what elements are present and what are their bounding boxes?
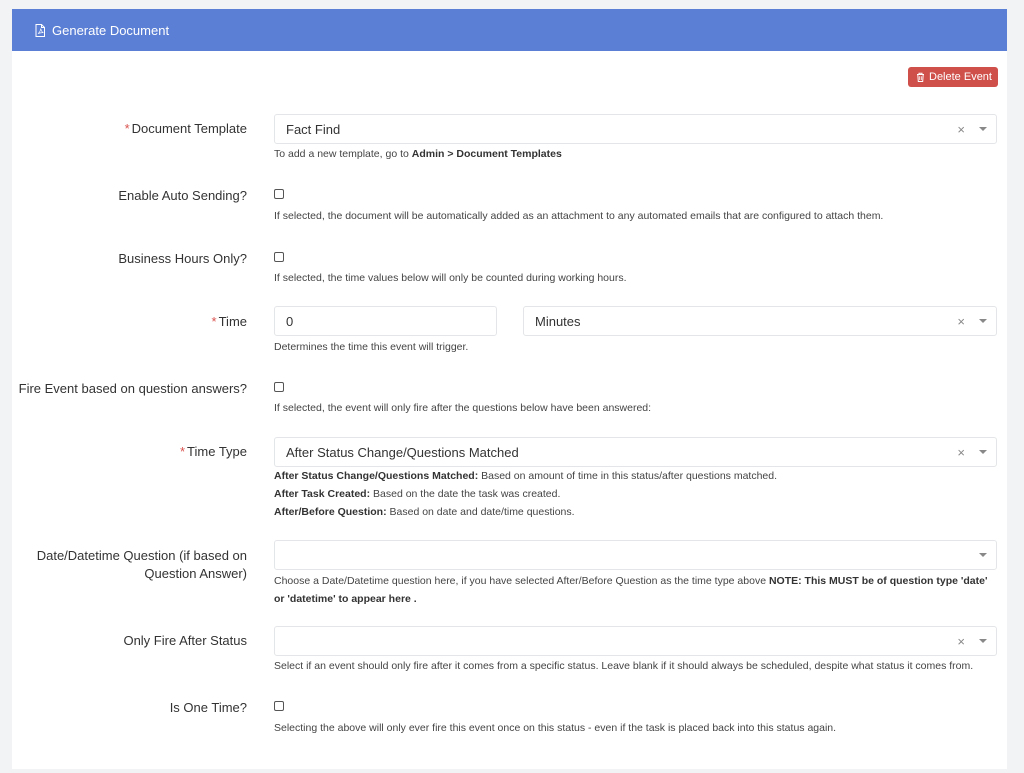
business-hours-checkbox[interactable] xyxy=(274,252,284,262)
only-fire-after-status-help: Select if an event should only fire after it comes from a specific status. Leave blank if it should always be scheduled, despite what status it comes from. xyxy=(274,660,974,672)
time-type-value: After Status Change/Questions Matched xyxy=(286,444,519,460)
time-value: 0 xyxy=(286,313,294,329)
trash-icon xyxy=(916,72,925,82)
time-type-label: * Time Type xyxy=(179,444,247,459)
time-type-help-3: After/Before Question: Based on date and date/time questions. xyxy=(274,506,575,518)
date-question-label: Date/Datetime Question (if based on Question Answer) xyxy=(36,548,247,581)
time-help: Determines the time this event will trigger. xyxy=(274,341,469,353)
time-type-help-1: After Status Change/Questions Matched: Based on amount of time in this status/after questions matched. xyxy=(274,470,778,482)
chevron-down-icon[interactable] xyxy=(979,319,987,323)
delete-event-label: Delete Event xyxy=(929,71,992,83)
pdf-file-icon xyxy=(34,24,46,37)
clear-icon[interactable]: × xyxy=(957,121,965,137)
date-question-help: Choose a Date/Datetime question here, if you have selected After/Before Question as the time type above NOTE: This MUST be of question type 'date' or 'datetime' to appear here . xyxy=(274,575,988,605)
time-unit-value: Minutes xyxy=(535,313,581,329)
date-question-select[interactable] xyxy=(274,540,997,570)
time-label: * Time xyxy=(211,314,247,329)
clear-icon[interactable]: × xyxy=(957,313,965,329)
chevron-down-icon[interactable] xyxy=(979,553,987,557)
panel-title: Generate Document xyxy=(52,22,170,38)
chevron-down-icon[interactable] xyxy=(979,639,987,643)
business-hours-help: If selected, the time values below will only be counted during working hours. xyxy=(274,272,627,284)
delete-event-button[interactable] xyxy=(908,67,998,87)
chevron-down-icon[interactable] xyxy=(979,450,987,454)
time-unit-select[interactable] xyxy=(523,306,997,336)
panel-header xyxy=(12,9,1007,51)
document-template-help: To add a new template, go to Admin > Document Templates xyxy=(274,148,562,160)
only-fire-after-status-select[interactable] xyxy=(274,626,997,656)
question-answers-label: Fire Event based on question answers? xyxy=(18,381,247,396)
document-template-value: Fact Find xyxy=(286,121,341,137)
one-time-checkbox[interactable] xyxy=(274,701,284,711)
one-time-label: Is One Time? xyxy=(169,700,247,715)
time-input[interactable] xyxy=(274,306,497,336)
question-answers-help: If selected, the event will only fire after the questions below have been answered: xyxy=(274,402,652,414)
generate-document-panel xyxy=(12,9,1007,769)
document-template-select[interactable] xyxy=(274,114,997,144)
chevron-down-icon[interactable] xyxy=(979,127,987,131)
auto-sending-help: If selected, the document will be automatically added as an attachment to any automated emails that are configured to attach them. xyxy=(274,210,884,222)
question-answers-checkbox[interactable] xyxy=(274,382,284,392)
auto-sending-checkbox[interactable] xyxy=(274,189,284,199)
business-hours-label: Business Hours Only? xyxy=(118,251,247,266)
only-fire-after-status-label: Only Fire After Status xyxy=(123,633,247,648)
one-time-help: Selecting the above will only ever fire this event once on this status - even if the task is placed back into this status again. xyxy=(274,722,837,734)
time-type-help-2: After Task Created: Based on the date the task was created. xyxy=(274,488,561,500)
clear-icon[interactable]: × xyxy=(957,633,965,649)
document-template-label: * Document Template xyxy=(124,121,247,136)
auto-sending-label: Enable Auto Sending? xyxy=(118,188,247,203)
clear-icon[interactable]: × xyxy=(957,444,965,460)
time-type-select[interactable] xyxy=(274,437,997,467)
